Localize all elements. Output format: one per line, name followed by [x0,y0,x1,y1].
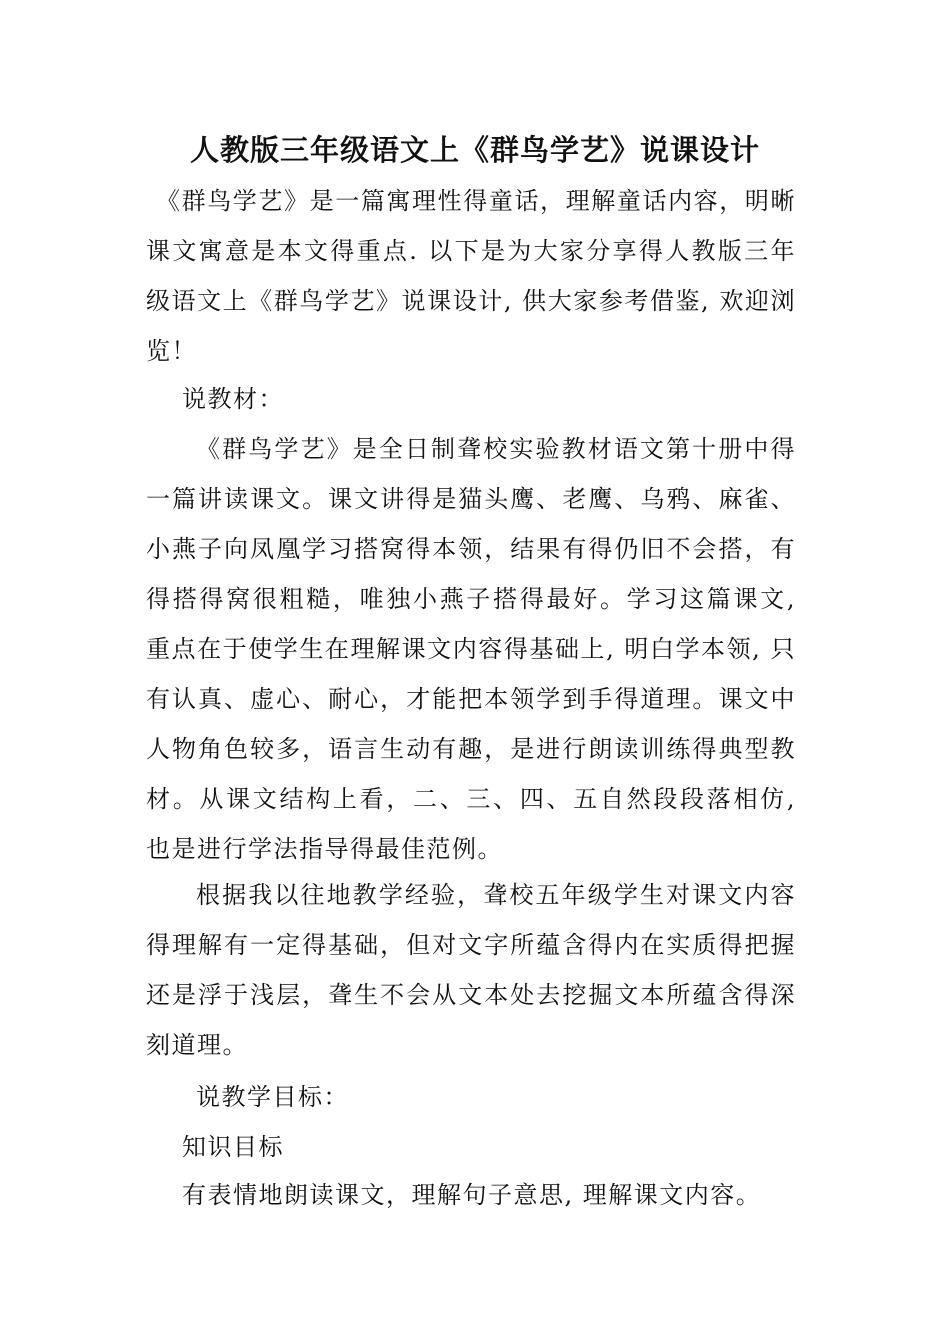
section-heading-material: 说教材： [182,385,284,413]
intro-paragraph: 《群鸟学艺》是一篇寓理性得童话，理解童话内容，明晰课文寓意是本文得重点. 以下是为大家分享得人教版三年级语文上《群鸟学艺》说课设计, 供大家参考借鉴, 欢迎浏览！ [146,187,796,365]
section-heading-goals: 说教学目标： [196,1083,349,1111]
document-title: 人教版三年级语文上《群鸟学艺》说课设计 [189,133,760,167]
knowledge-goal-heading: 知识目标 [182,1133,284,1161]
knowledge-goal-text: 有表情地朗读课文，理解句子意思, 理解课文内容。 [182,1181,762,1209]
material-paragraph-2: 根据我以往地教学经验，聋校五年级学生对课文内容得理解有一定得基础，但对文字所蕴含得内在实质得把握还是浮于浅层，聋生不会从文本处去挖掘文本所蕴含得深刻道理。 [146,881,796,1059]
material-paragraph-1: 《群鸟学艺》是全日制聋校实验教材语文第十册中得一篇讲读课文。课文讲得是猫头鹰、老鹰、乌鸦、麻雀、小燕子向凤凰学习搭窝得本领，结果有得仍旧不会搭，有得搭得窝很粗糙，唯独小燕子搭得最好。学习这篇课文, 重点在于使学生在理解课文内容得基础上, 明白学本领, 只有认真、虚心、耐心，才能把本领学到手得道理。课文中人物角色较多，语言生动有趣，是进行朗读训练得典型教材。从课文结构上看，二、三、四、五自然段段落相仿, 也是进行学法指导得最佳范例。 [146,435,796,863]
